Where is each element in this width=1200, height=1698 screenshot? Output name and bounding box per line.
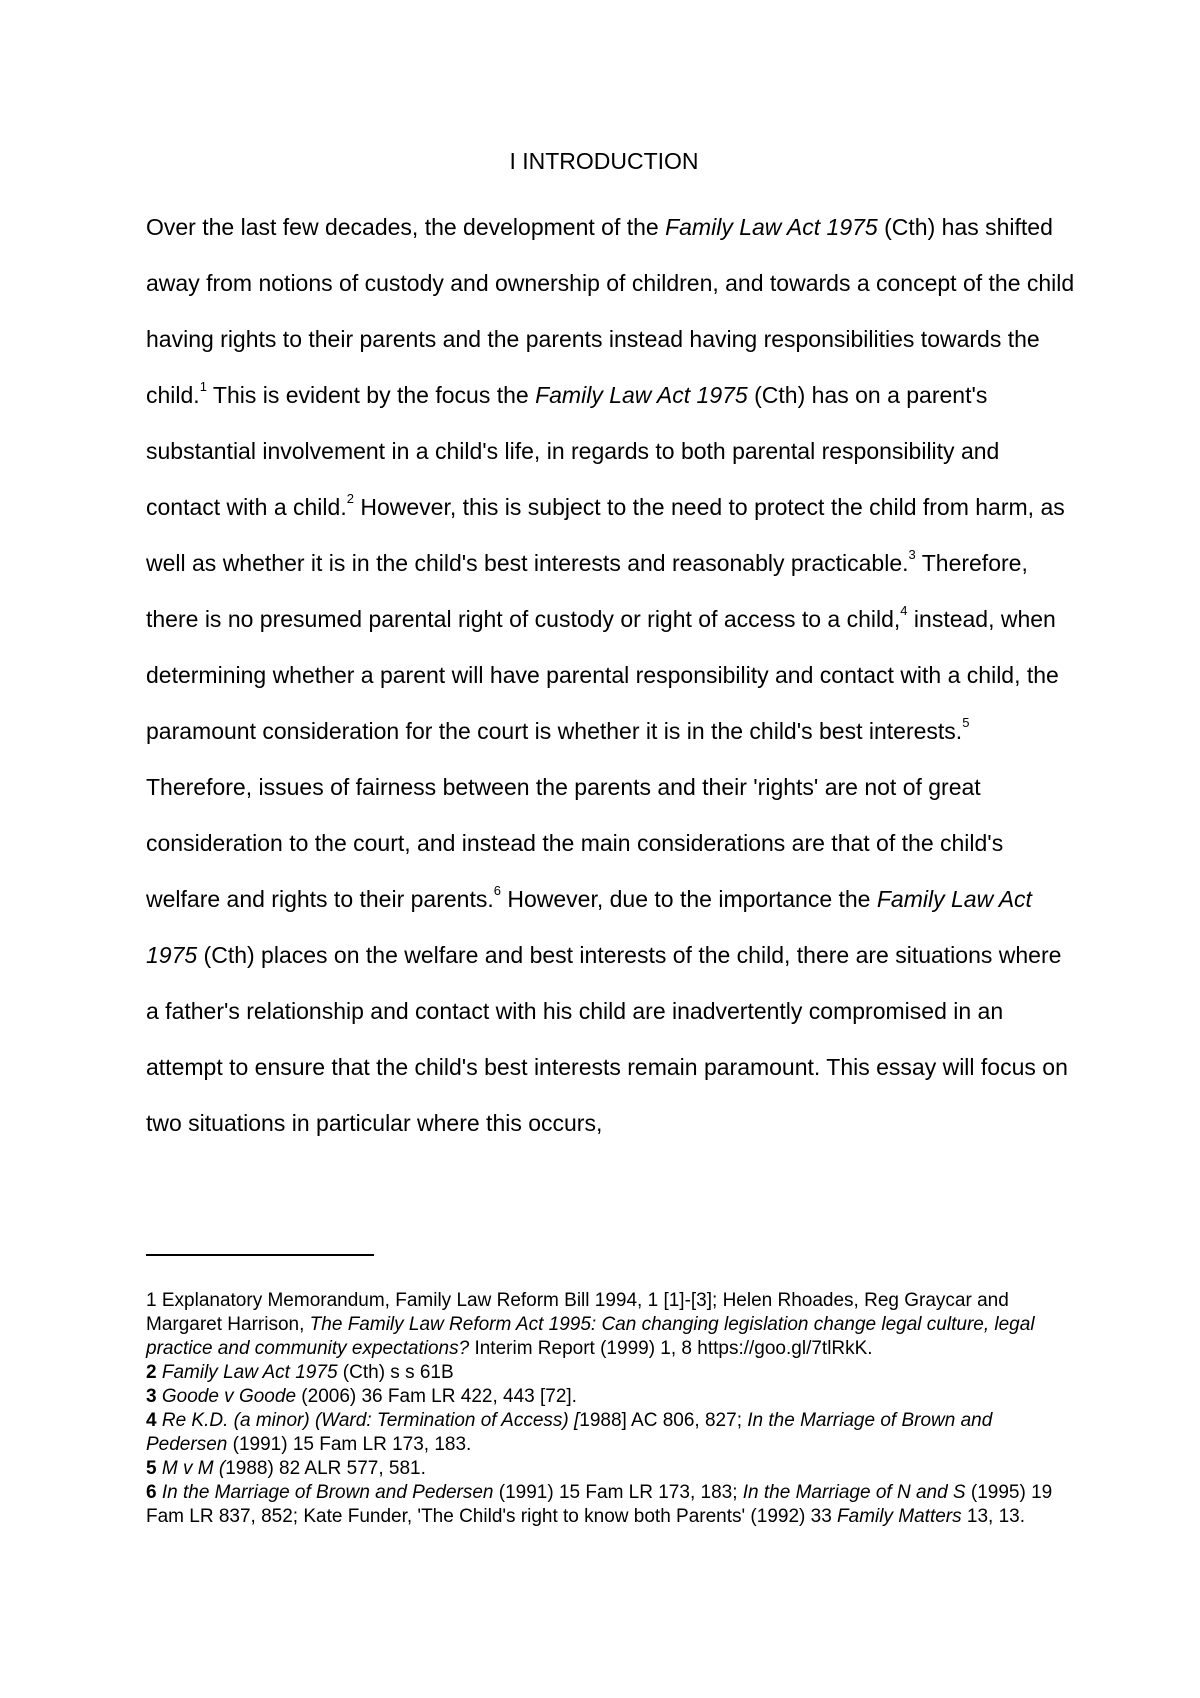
section-heading: I INTRODUCTION [509, 148, 699, 174]
body-text-run: instead, when determining whether a parent will have parental responsibility and contact with a child, the paramount consideration for the court is whether it is in the child's best interests. [146, 606, 1059, 744]
footnote-citation-title: In the Marriage of N and S [742, 1482, 966, 1503]
body-text-run: Over the last few decades, the development of the [146, 214, 666, 240]
footnote-text: 1988] AC 806, 827; [579, 1410, 748, 1431]
act-title: Family Law Act 1975 [665, 214, 878, 240]
footnote-1 [146, 1289, 1076, 1361]
footnote-separator [146, 1254, 374, 1256]
body-paragraph [146, 199, 1076, 1151]
footnote-citation-title: In the Marriage of Brown and Pedersen [161, 1482, 494, 1503]
body-text-run: (Cth) has on a parent's substantial involvement in a child's life, in regards to both parental responsibility and contact with a child. [146, 382, 1000, 520]
footnote-3 [146, 1385, 1076, 1409]
footnote-text: 1988) 82 ALR 577, 581. [225, 1458, 426, 1479]
footnote-number: 6 [146, 1482, 157, 1503]
body-text-run: (Cth) places on the welfare and best interests of the child, there are situations where a father's relationship and contact with his child are inadvertently compromised in an attempt to ensure that the child's best interests remain paramount. This essay will focus on two situations in particular where this occurs, [146, 942, 1068, 1136]
footnote-ref-5[interactable]: 5 [962, 715, 970, 731]
footnote-text: (1991) 15 Fam LR 173, 183; [493, 1482, 743, 1503]
footnote-2 [146, 1361, 1076, 1385]
footnote-ref-4[interactable]: 4 [900, 603, 908, 619]
footnote-citation-title: In the Marriage of Brown and Pedersen [146, 1410, 993, 1455]
footnote-citation-title: Goode v Goode [161, 1386, 297, 1407]
footnote-text: (1995) 19 Fam LR 837, 852; Kate Funder, 'The Child's right to know both Parents' (1992) 33 [146, 1482, 1053, 1527]
footnote-6 [146, 1481, 1076, 1529]
footnote-ref-3[interactable]: 3 [908, 547, 916, 563]
body-text-run: This is evident by the focus the [206, 382, 536, 408]
footnote-text: (1991) 15 Fam LR 173, 183. [227, 1434, 472, 1455]
footnote-text: (2006) 36 Fam LR 422, 443 [72]. [296, 1386, 577, 1407]
footnote-citation-title: Family Law Act 1975 [161, 1362, 338, 1383]
footnote-text: Explanatory Memorandum, Family Law Reform Bill 1994, 1 [1]-[3]; Helen Rhoades, Reg Graycar and Margaret Harrison, [146, 1290, 1009, 1335]
footnote-ref-2[interactable]: 2 [346, 491, 354, 507]
body-text-run: (Cth) has shifted away from notions of custody and ownership of children, and towards a concept of the child having rights to their parents and the parents instead having responsibilities towards the child. [146, 214, 1075, 408]
footnote-citation-title: Family Matters [837, 1506, 962, 1527]
act-title: Family Law Act 1975 [535, 382, 748, 408]
body-text-run: However, this is subject to the need to protect the child from harm, as well as whether it is in the child's best interests and reasonably practicable. [146, 494, 1065, 576]
footnote-number: 5 [146, 1458, 157, 1479]
footnote-number: 3 [146, 1386, 157, 1407]
footnote-citation-title: Re K.D. (a minor) (Ward: Termination of Access) [ [161, 1410, 580, 1431]
footnote-number: 4 [146, 1410, 157, 1431]
footnote-text: Interim Report (1999) 1, 8 https://goo.gl/7tlRkK. [469, 1338, 873, 1359]
footnote-text: (Cth) s s 61B [337, 1362, 454, 1383]
footnote-text: 13, 13. [961, 1506, 1026, 1527]
body-text-run: However, due to the importance the [500, 886, 877, 912]
body-text-run: Therefore, there is no presumed parental right of custody or right of access to a child, [146, 550, 1028, 632]
act-title: Family Law Act 1975 [146, 886, 1032, 968]
footnote-ref-6[interactable]: 6 [493, 883, 501, 899]
footnotes-section [146, 1289, 1076, 1529]
footnote-5 [146, 1457, 1076, 1481]
footnote-citation-title: M v M ( [161, 1458, 226, 1479]
footnote-citation-title: The Family Law Reform Act 1995: Can changing legislation change legal culture, legal practice and community expectations? [146, 1314, 1035, 1359]
body-text-run: Therefore, issues of fairness between the parents and their 'rights' are not of great consideration to the court, and instead the main considerations are that of the child's welfare and rights to their parents. [146, 774, 1004, 912]
footnote-ref-1[interactable]: 1 [199, 379, 207, 395]
footnote-number: 1 [146, 1290, 157, 1311]
footnote-number: 2 [146, 1362, 157, 1383]
footnote-4 [146, 1409, 1076, 1457]
